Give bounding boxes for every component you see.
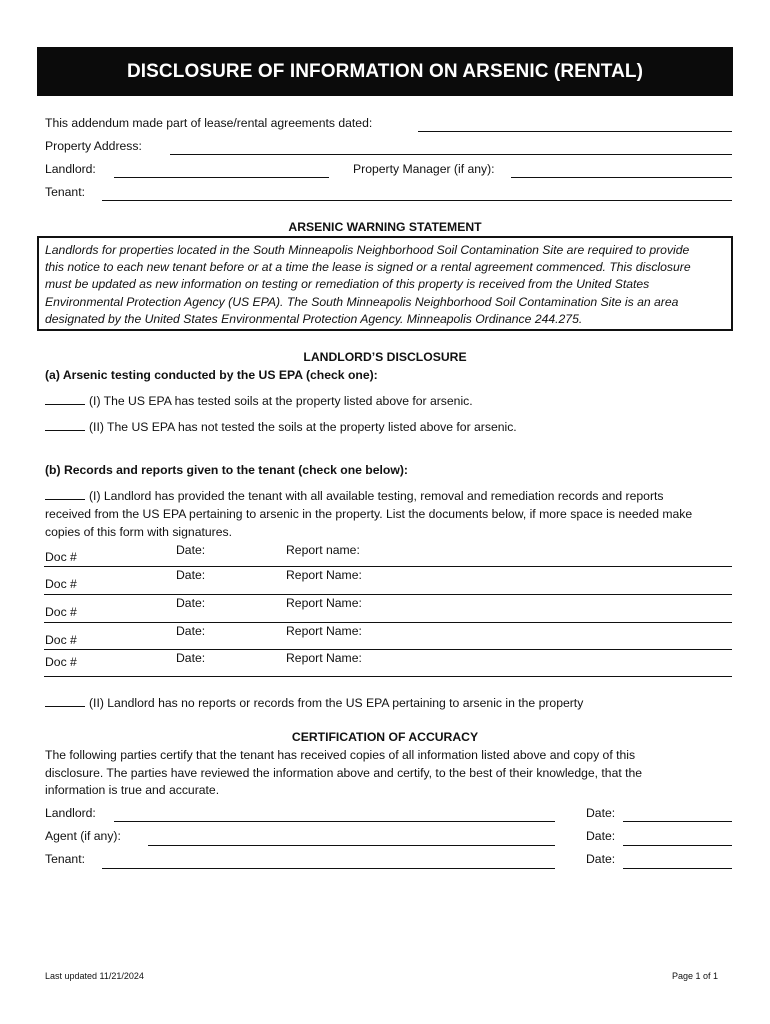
page-title: DISCLOSURE OF INFORMATION ON ARSENIC (RENTAL)	[37, 47, 733, 96]
cert-tenant-signature-field[interactable]	[102, 868, 555, 869]
doc-date-label: Date:	[176, 596, 206, 610]
doc-divider	[44, 594, 732, 595]
warning-line: must be updated as new information on testing or remediation of this property is received from the United States	[45, 277, 650, 292]
doc-number-label: Doc #	[45, 550, 77, 564]
doc-number-label: Doc #	[45, 605, 77, 619]
property-manager-label: Property Manager (if any):	[353, 162, 495, 176]
section-b-heading: (b) Records and reports given to the tenant (check one below):	[45, 463, 408, 477]
doc-divider	[44, 566, 732, 567]
doc-report-label: Report Name:	[286, 651, 362, 665]
cert-tenant-date-field[interactable]	[623, 868, 732, 869]
certification-heading: CERTIFICATION OF ACCURACY	[291, 730, 479, 744]
warning-box	[37, 236, 733, 331]
doc-number-label: Doc #	[45, 633, 77, 647]
certification-line: The following parties certify that the tenant has received copies of all information listed above and copy of this	[45, 748, 636, 762]
cert-landlord-signature-field[interactable]	[114, 821, 555, 822]
warning-line: this notice to each new tenant before or at a time the lease is signed or a rental agreement commenced. This disclosure	[45, 260, 691, 275]
check-blank-a1[interactable]	[45, 395, 85, 405]
landlord-label: Landlord:	[45, 162, 96, 176]
footer-last-updated: Last updated 11/21/2024	[45, 971, 144, 981]
cert-agent-signature-field[interactable]	[148, 845, 555, 846]
check-blank-b1[interactable]	[45, 490, 85, 500]
property-address-field[interactable]	[170, 154, 732, 155]
check-blank-a2[interactable]	[45, 421, 85, 431]
doc-date-label: Date:	[176, 624, 206, 638]
tenant-field[interactable]	[102, 200, 732, 201]
warning-line: Landlords for properties located in the South Minneapolis Neighborhood Soil Contamination Site are required to provide	[45, 243, 690, 257]
cert-landlord-label: Landlord:	[45, 806, 96, 820]
warning-line: Environmental Protection Agency (US EPA). The South Minneapolis Neighborhood Soil Contamination Site is an area	[45, 294, 679, 309]
doc-divider	[44, 622, 732, 623]
warning-heading: ARSENIC WARNING STATEMENT	[288, 220, 482, 234]
doc-date-label: Date:	[176, 568, 206, 582]
cert-landlord-date-field[interactable]	[623, 821, 732, 822]
tenant-label: Tenant:	[45, 185, 85, 199]
certification-line: disclosure. The parties have reviewed the information above and certify, to the best of their knowledge, that the	[45, 766, 643, 780]
landlord-field[interactable]	[114, 177, 329, 178]
doc-divider	[44, 676, 732, 677]
cert-agent-date-label: Date:	[586, 829, 616, 843]
cert-agent-label: Agent (if any):	[45, 829, 121, 843]
property-address-label: Property Address:	[45, 139, 142, 153]
section-a-option-2: (II) The US EPA has not tested the soils at the property listed above for arsenic.	[45, 420, 517, 434]
doc-report-label: Report Name:	[286, 624, 362, 638]
doc-divider	[44, 649, 732, 650]
doc-date-label: Date:	[176, 651, 206, 665]
doc-date-label: Date:	[176, 543, 206, 557]
doc-report-label: Report name:	[286, 543, 360, 557]
landlord-disclosure-heading: LANDLORD’S DISCLOSURE	[303, 350, 467, 364]
lease-date-field[interactable]	[418, 131, 732, 132]
cert-agent-date-field[interactable]	[623, 845, 732, 846]
cert-tenant-label: Tenant:	[45, 852, 85, 866]
section-b-option-1-line: copies of this form with signatures.	[45, 525, 232, 539]
cert-landlord-date-label: Date:	[586, 806, 616, 820]
section-a-option-1: (I) The US EPA has tested soils at the property listed above for arsenic.	[45, 394, 473, 408]
check-blank-b2[interactable]	[45, 697, 85, 707]
property-manager-field[interactable]	[511, 177, 732, 178]
section-a-heading: (a) Arsenic testing conducted by the US EPA (check one):	[45, 368, 378, 382]
doc-number-label: Doc #	[45, 655, 77, 669]
section-b-option-1-line: received from the US EPA pertaining to arsenic in the property. List the documents below, if more space is needed make	[45, 507, 693, 521]
footer-page-number: Page 1 of 1	[672, 971, 719, 981]
doc-report-label: Report Name:	[286, 596, 362, 610]
addendum-label: This addendum made part of lease/rental agreements dated:	[45, 116, 373, 130]
doc-report-label: Report Name:	[286, 568, 362, 582]
section-b-option-1: (I) Landlord has provided the tenant with all available testing, removal and remediation records and reports	[45, 489, 664, 503]
cert-tenant-date-label: Date:	[586, 852, 616, 866]
section-b-option-2: (II) Landlord has no reports or records from the US EPA pertaining to arsenic in the property	[45, 696, 583, 710]
certification-line: information is true and accurate.	[45, 783, 220, 797]
doc-number-label: Doc #	[45, 577, 77, 591]
warning-line: designated by the United States Environmental Protection Agency. Minneapolis Ordinance 244.275.	[45, 311, 583, 326]
